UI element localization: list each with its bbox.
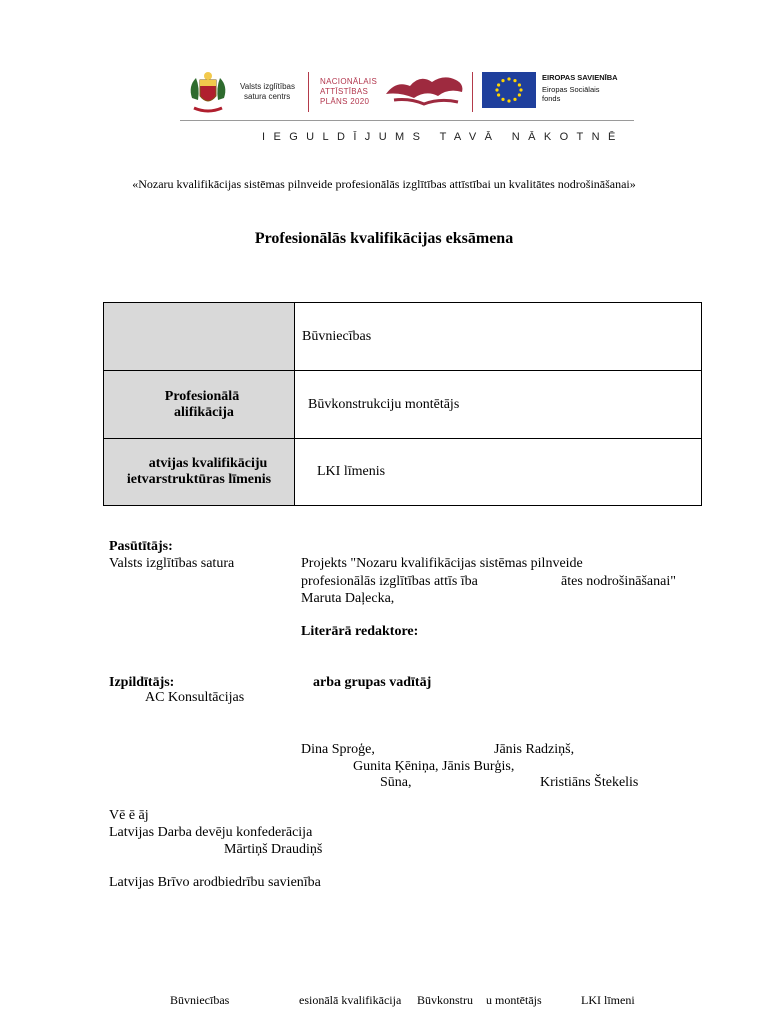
eu-flag-icon xyxy=(482,72,536,108)
table-value-cell xyxy=(295,303,702,371)
nap-swoosh-icon xyxy=(384,70,466,110)
table-row xyxy=(104,439,702,506)
contractor-heading: Izpildītājs: xyxy=(109,675,175,690)
table-value-cell xyxy=(295,371,702,439)
table-label-cell xyxy=(104,303,295,371)
footer-qualification: esionālā kvalifikācija xyxy=(299,993,402,1007)
reviewers-heading: Vē ē āj xyxy=(109,808,149,823)
group-lead-heading: arba grupas vadītāj xyxy=(313,675,432,690)
project-title: «Nozaru kvalifikācijas sistēmas pilnveide profesionālās izglītības attīstībai un kvalitātes nodrošināšanai» xyxy=(132,177,636,191)
reviewer-org-2: Latvijas Brīvo arodbiedrību savienība xyxy=(109,875,321,890)
sector-value: Būvniecības xyxy=(302,328,372,344)
nap-line2: ATTĪSTĪBAS xyxy=(320,87,369,96)
lki-label-1: atvijas kvalifikāciju xyxy=(148,456,268,471)
nap-line1: NACIONĀLAIS xyxy=(320,77,378,86)
author-5: Kristiāns Štekelis xyxy=(540,775,639,790)
author-4: Sūna, xyxy=(380,775,412,790)
author-2: Jānis Radziņš, xyxy=(494,742,575,757)
eu-line2: fonds xyxy=(542,94,561,103)
reviewer-person-1: Mārtiņš Draudiņš xyxy=(224,842,323,857)
visc-line1: Valsts izglītības xyxy=(240,82,295,91)
banner-underline xyxy=(180,120,634,121)
motto: IEGULDĪJUMS TAVĀ NĀKOTNĒ xyxy=(262,131,624,143)
contractor-name: AC Konsultācijas xyxy=(145,690,245,705)
footer-lki: LKI līmeni xyxy=(581,993,635,1007)
exam-title: Profesionālās kvalifikācijas eksāmena xyxy=(254,230,514,247)
divider xyxy=(472,72,473,112)
footer-occupation-b: u montētājs xyxy=(486,993,542,1007)
qualification-label-2: alifikācija xyxy=(174,404,234,420)
nap-line3: PLĀNS 2020 xyxy=(320,97,370,106)
eu-title: EIROPAS SAVIENĪBA xyxy=(542,73,618,82)
project-line-2a: profesionālās izglītības attīs ība xyxy=(301,574,478,589)
divider xyxy=(308,72,309,112)
project-line-2b: ātes nodrošināšanai" xyxy=(561,574,676,589)
qualification-value: Būvkonstrukciju montētājs xyxy=(308,396,460,412)
table-row xyxy=(104,371,702,439)
footer-occupation-a: Būvkonstru xyxy=(417,993,474,1007)
reviewer-org-1: Latvijas Darba devēju konfederācija xyxy=(109,825,313,840)
eu-line1: Eiropas Sociālais xyxy=(542,85,600,94)
coat-of-arms-icon xyxy=(186,68,230,116)
project-line-3: Maruta Daļecka, xyxy=(301,591,395,606)
author-1: Dina Sproģe, xyxy=(301,742,375,757)
qualification-label-1: Profesionālā xyxy=(164,388,240,404)
table-value-cell xyxy=(295,439,702,506)
table-row xyxy=(104,303,702,371)
table-label-cell xyxy=(104,371,295,439)
info-table xyxy=(103,302,702,506)
logo-banner xyxy=(180,62,634,122)
customer-name: Valsts izglītības satura xyxy=(109,556,235,571)
project-line-1: Projekts "Nozaru kvalifikācijas sistēmas pilnveide xyxy=(301,556,583,571)
customer-heading: Pasūtītājs: xyxy=(109,539,173,554)
table-label-cell xyxy=(104,439,295,506)
visc-line2: satura centrs xyxy=(244,92,291,101)
author-3: Gunita Ķēniņa, Jānis Burģis, xyxy=(353,759,515,774)
footer-sector: Būvniecības xyxy=(170,993,230,1007)
lki-value: LKI līmenis xyxy=(317,464,386,479)
lki-label-2: ietvarstruktūras līmenis xyxy=(126,472,272,487)
editor-heading: Literārā redaktore: xyxy=(301,624,419,639)
